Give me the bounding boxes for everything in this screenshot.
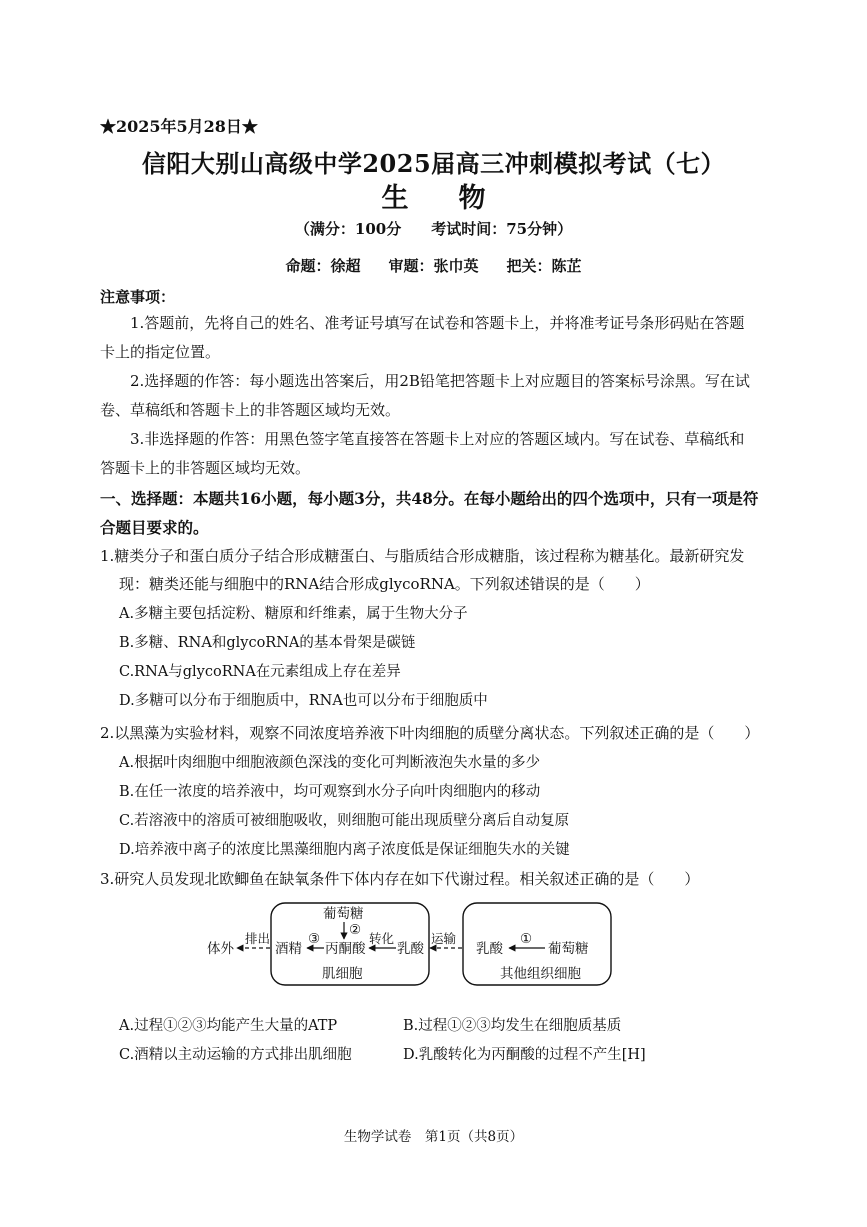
reviewer: 审题：张巾英 [388,257,479,275]
notice-item-3-line-2: 答题卡上的非答题区域均无效。 [100,459,311,477]
q1-option-b: B.多糖、RNA和glycoRNA的基本骨架是碳链 [119,635,416,651]
notice-item-1-line-1: 1.答题前，先将自己的姓名、准考证号填写在试卷和答题卡上，并将准考证号条形码贴在答题 [130,314,745,332]
q3-option-a: A.过程①②③均能产生大量的ATP [119,1018,338,1034]
exam-date: ★2025年5月28日★ [100,117,258,136]
notice-item-2-line-2: 卷、草稿纸和答题卡上的非答题区域均无效。 [100,401,401,419]
q2-stem: 2.以黑藻为实验材料，观察不同浓度培养液下叶肉细胞的质壁分离状态。下列叙述正确的是（ ） [100,724,760,742]
exam-title: 信阳大别山高级中学2025届高三冲刺模拟考试（七） [141,149,726,178]
q2-option-a: A.根据叶肉细胞中细胞液颜色深浅的变化可判断液泡失水量的多少 [119,755,541,771]
diagram-excrete: 排出 [245,931,271,946]
section-heading-line-2: 合题目要求的。 [100,518,209,537]
diagram-pyruvate: 丙酮酸 [325,941,366,957]
q2-option-c: C.若溶液中的溶质可被细胞吸收，则细胞可能出现质壁分离后自动复原 [119,813,570,829]
diagram-transport: 运输 [431,931,457,946]
exam-time: 考试时间：75分钟） [431,220,573,238]
q2-option-b: B.在任一浓度的培养液中，均可观察到水分子向叶肉细胞内的移动 [119,784,541,800]
subject-title [0,176,867,215]
diagram-lactate-other: 乳酸 [476,941,503,957]
diagram-convert: 转化 [369,931,395,946]
diagram-step-1: ① [520,931,533,947]
notice-item-3-line-1: 3.非选择题的作答：用黑色签字笔直接答在答题卡上对应的答题区域内。写在试卷、草稿纸和 [130,430,745,448]
subject-char-1: 生 [381,183,409,214]
diagram-step-3: ③ [308,931,321,947]
diagram-outside: 体外 [207,941,234,957]
metabolism-diagram [205,898,615,990]
q1-stem-line-2: 现：糖类还能与细胞中的RNA结合形成glycoRNA。下列叙述错误的是（ ） [119,575,650,593]
q3-option-c: C.酒精以主动运输的方式排出肌细胞 [119,1047,352,1063]
q3-option-b: B.过程①②③均发生在细胞质基质 [403,1018,622,1034]
diagram-ethanol: 酒精 [275,941,302,957]
setter: 命题：徐超 [285,257,361,275]
diagram-glucose-top: 葡萄糖 [323,906,364,922]
q3-stem: 3.研究人员发现北欧鲫鱼在缺氧条件下体内存在如下代谢过程。相关叙述正确的是（ ） [100,870,700,888]
q1-option-d: D.多糖可以分布于细胞质中，RNA也可以分布于细胞质中 [119,693,488,709]
notice-item-1-line-2: 卡上的指定位置。 [100,343,221,361]
exam-meta [0,218,867,239]
q1-option-c: C.RNA与glycoRNA在元素组成上存在差异 [119,664,401,680]
exam-staff [0,255,867,276]
diagram-step-2: ② [349,922,362,938]
q1-stem-line-1: 1.糖类分子和蛋白质分子结合形成糖蛋白、与脂质结合形成糖脂，该过程称为糖基化。最新研究发 [100,547,745,565]
checker: 把关：陈芷 [506,257,582,275]
q1-option-a: A.多糖主要包括淀粉、糖原和纤维素，属于生物大分子 [119,606,468,622]
section-heading-line-1: 一、选择题：本题共16小题，每小题3分，共48分。在每小题给出的四个选项中，只有一项是符 [100,489,759,508]
q3-option-d: D.乳酸转化为丙酮酸的过程不产生[H] [403,1047,646,1063]
diagram-muscle-cell: 肌细胞 [322,966,363,982]
diagram-lactate-muscle: 乳酸 [397,941,424,957]
subject-char-2: 物 [458,183,486,214]
full-score: （满分：100分 [294,220,402,238]
notice-heading: 注意事项： [100,288,176,306]
q2-option-d: D.培养液中离子的浓度比黑藻细胞内离子浓度低是保证细胞失水的关键 [119,842,570,858]
page-footer: 生物学试卷 第1页（共8页） [343,1129,524,1145]
diagram-glucose-other: 葡萄糖 [548,941,589,957]
notice-item-2-line-1: 2.选择题的作答：每小题选出答案后，用2B铅笔把答题卡上对应题目的答案标号涂黑。写在试 [130,372,750,390]
diagram-other-cell: 其他组织细胞 [500,966,581,982]
